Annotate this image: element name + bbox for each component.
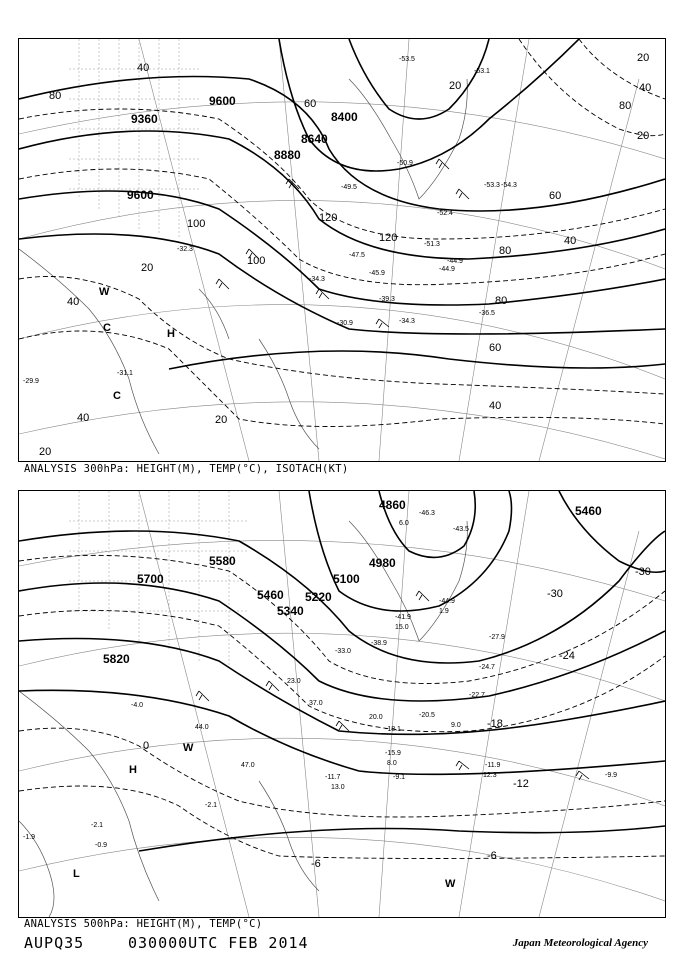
isotherm-label: -30 xyxy=(547,588,563,600)
height-label: 9600 xyxy=(209,94,236,108)
height-label: 8880 xyxy=(274,148,301,162)
temperature-label: -32.3 xyxy=(177,246,193,253)
station-value: -2.1 xyxy=(91,822,104,829)
temperature-label: -44.9 xyxy=(439,266,455,273)
isotherm-label: -18 xyxy=(487,718,503,730)
isotach-label: 20 xyxy=(449,80,462,92)
station-value: -22.7 xyxy=(469,692,485,699)
isotherm-label: -30 xyxy=(635,566,651,578)
isotach-label: 20 xyxy=(637,52,650,64)
station-value: 23.0 xyxy=(287,678,301,685)
height-label: 5700 xyxy=(137,572,164,586)
height-label: 5580 xyxy=(209,554,236,568)
temperature-label: -53.1 xyxy=(474,68,490,75)
temperature-contours xyxy=(19,555,665,858)
system-marker: W xyxy=(445,878,456,890)
station-value: -2.1 xyxy=(205,802,218,809)
station-value: -43.5 xyxy=(453,526,469,533)
system-marker: C xyxy=(103,322,111,334)
temperature-label: -30.9 xyxy=(337,320,353,327)
station-value: -15.9 xyxy=(385,750,401,757)
station-value: 8.0 xyxy=(387,760,397,767)
chart-id: AUPQ35 xyxy=(24,934,85,952)
temperature-label: -39.3 xyxy=(379,296,395,303)
isotach-label: 40 xyxy=(489,400,502,412)
temperature-label: -31.1 xyxy=(117,370,133,377)
station-value: -24.7 xyxy=(479,664,495,671)
isotach-label: 100 xyxy=(187,218,206,230)
station-value: -41.9 xyxy=(395,614,411,621)
system-marker: W xyxy=(183,742,194,754)
isotach-label: 60 xyxy=(304,98,317,110)
isotach-label: 20 xyxy=(215,414,228,426)
height-label: 5460 xyxy=(575,504,602,518)
graticule xyxy=(19,491,665,917)
isotherm-label: -6 xyxy=(311,858,321,870)
height-label: 9360 xyxy=(131,112,158,126)
station-value: 1.9 xyxy=(439,608,449,615)
height-label: 9600 xyxy=(127,188,154,202)
height-label: 8400 xyxy=(331,110,358,124)
station-value: 13.0 xyxy=(331,784,345,791)
station-value: -11.7 xyxy=(325,774,341,781)
isotach-label: 120 xyxy=(379,232,398,244)
height-label: 5100 xyxy=(333,572,360,586)
station-value: -44.9 xyxy=(439,598,455,605)
height-label: 5820 xyxy=(103,652,130,666)
station-value: -18.1 xyxy=(385,726,401,733)
system-marker: W xyxy=(99,286,110,298)
temperature-label: -49.5 xyxy=(341,184,357,191)
station-value: 9.0 xyxy=(451,722,461,729)
height-label: 4980 xyxy=(369,556,396,570)
isotach-label: 80 xyxy=(49,90,62,102)
station-value: 47.0 xyxy=(241,762,255,769)
temperature-label: -44.9 xyxy=(447,258,463,265)
system-marker: H xyxy=(167,328,175,340)
station-value: -4.0 xyxy=(131,702,144,709)
height-label: 4860 xyxy=(379,498,406,512)
isotherm-label: -24 xyxy=(559,650,575,662)
map-300hpa-canvas xyxy=(19,39,665,461)
station-value: -33.0 xyxy=(335,648,351,655)
isotach-label: 40 xyxy=(564,235,577,247)
temperature-label: -53.5 xyxy=(399,56,415,63)
map-500hpa-canvas xyxy=(19,491,665,917)
isotherm-label: -12 xyxy=(513,778,529,790)
map-300hpa xyxy=(18,38,666,462)
station-value: 20.0 xyxy=(369,714,383,721)
temperature-label: -50.9 xyxy=(397,160,413,167)
panel-caption: ANALYSIS 500hPa: HEIGHT(M), TEMP(°C) xyxy=(24,918,263,930)
station-value: -9.9 xyxy=(605,772,618,779)
station-value: -20.5 xyxy=(419,712,435,719)
height-label: 8640 xyxy=(301,132,328,146)
station-value: -0.9 xyxy=(95,842,108,849)
isotach-label: 60 xyxy=(549,190,562,202)
temperature-label: -29.9 xyxy=(23,378,39,385)
isotach-label: 120 xyxy=(319,212,338,224)
isotach-label: 60 xyxy=(489,342,502,354)
station-value: -27.9 xyxy=(489,634,505,641)
isotach-label: 40 xyxy=(67,296,80,308)
temperature-label: -53.3 xyxy=(484,182,500,189)
temperature-label: -52.4 xyxy=(437,210,453,217)
temperature-label: -54.3 xyxy=(501,182,517,189)
system-marker: L xyxy=(73,868,80,880)
station-value: -9.1 xyxy=(393,774,406,781)
hatched-region xyxy=(69,39,199,239)
isotach-label: 20 xyxy=(637,130,650,142)
isotach-label: 100 xyxy=(247,255,266,267)
temperature-label: -47.5 xyxy=(349,252,365,259)
height-contours xyxy=(19,491,665,851)
system-marker: H xyxy=(129,764,137,776)
temperature-label: -34.3 xyxy=(399,318,415,325)
map-500hpa xyxy=(18,490,666,918)
panel-caption: ANALYSIS 300hPa: HEIGHT(M), TEMP(°C), ISOTACH(KT) xyxy=(24,463,349,475)
temperature-label: -36.5 xyxy=(479,310,495,317)
height-label: 5220 xyxy=(305,590,332,604)
system-marker: C xyxy=(113,390,121,402)
height-label: 5340 xyxy=(277,604,304,618)
isotach-label: 20 xyxy=(39,446,52,458)
agency-name: Japan Meteorological Agency xyxy=(512,937,648,949)
station-value: 44.0 xyxy=(195,724,209,731)
isotach-label: 80 xyxy=(495,295,508,307)
isotach-label: 80 xyxy=(499,245,512,257)
station-value: -11.9 xyxy=(485,762,501,769)
isotach-label: 20 xyxy=(141,262,154,274)
station-values xyxy=(23,510,617,849)
station-value: -38.9 xyxy=(371,640,387,647)
temperature-label: -34.3 xyxy=(309,276,325,283)
isotach-label: 40 xyxy=(77,412,90,424)
temperature-label: -45.9 xyxy=(369,270,385,277)
station-value: 15.0 xyxy=(395,624,409,631)
station-value: 12.3 xyxy=(483,772,497,779)
height-label: 5460 xyxy=(257,588,284,602)
isotherm-label: 0 xyxy=(143,740,150,752)
temperature-label: -51.3 xyxy=(424,241,440,248)
isotach-label: 80 xyxy=(619,100,632,112)
station-value: 37.0 xyxy=(309,700,323,707)
isotherm-label: -6 xyxy=(487,850,497,862)
isotach-label: 40 xyxy=(137,62,150,74)
station-value: -46.3 xyxy=(419,510,435,517)
station-value: 6.0 xyxy=(399,520,409,527)
station-value: -1.9 xyxy=(23,834,36,841)
isotach-label: 40 xyxy=(639,82,652,94)
valid-time: 030000UTC FEB 2014 xyxy=(128,934,309,952)
